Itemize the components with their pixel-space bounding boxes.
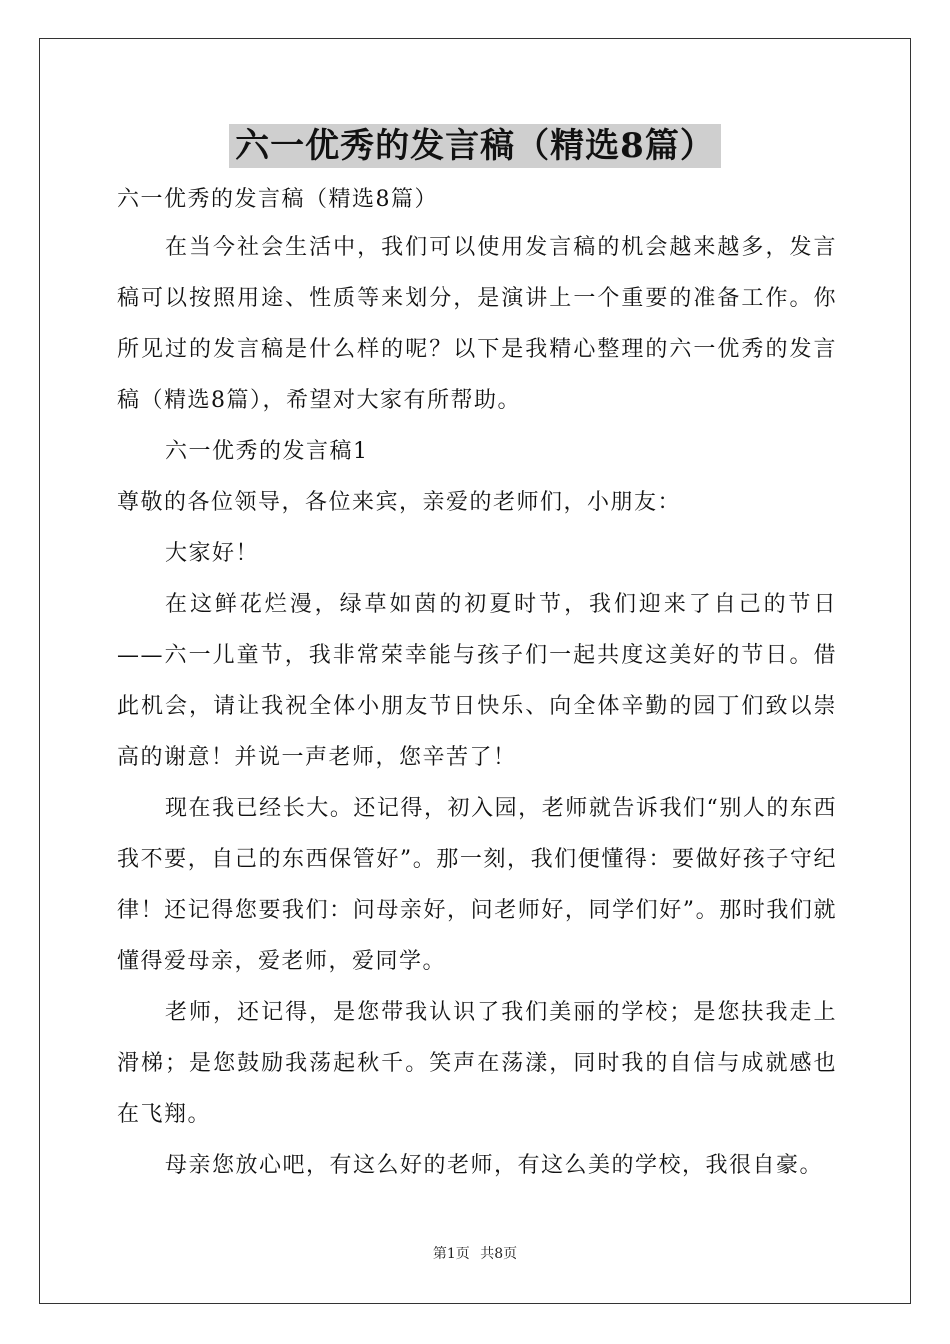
- body-paragraph: 老师，还记得，是您带我认识了我们美丽的学校；是您扶我走上滑梯；是您鼓励我荡起秋千。笑声在荡漾，同时我的自信与成就感也在飞翔。: [117, 1000, 837, 1127]
- document-title: 六一优秀的发言稿（精选8篇）: [229, 124, 721, 168]
- section-heading: 六一优秀的发言稿1: [165, 439, 369, 464]
- page-footer: 第1页 共8页: [432, 1246, 518, 1262]
- body-paragraph: 母亲您放心吧，有这么好的老师，有这么美的学校，我很自豪。: [165, 1153, 824, 1178]
- greeting: 大家好！: [165, 541, 260, 566]
- intro-paragraph: 在当今社会生活中，我们可以使用发言稿的机会越来越多，发言稿可以按照用途、性质等来划分，是演讲上一个重要的准备工作。你所见过的发言稿是什么样的呢？以下是我精心整理的六一优秀的发言稿（精选8篇），希望对大家有所帮助。: [117, 235, 837, 413]
- salutation: 尊敬的各位领导，各位来宾，亲爱的老师们，小朋友：: [117, 490, 682, 515]
- body-paragraph: 现在我已经长大。还记得，初入园，老师就告诉我们“别人的东西我不要，自己的东西保管好”。那一刻，我们便懂得：要做好孩子守纪律！还记得您要我们：问母亲好，问老师好，同学们好”。那时我们就懂得爱母亲，爱老师，爱同学。: [117, 796, 837, 974]
- title-wrapper: [0, 124, 950, 168]
- document-subtitle: 六一优秀的发言稿（精选8篇）: [117, 187, 438, 212]
- body-paragraph: 在这鲜花烂漫，绿草如茵的初夏时节，我们迎来了自己的节日——六一儿童节，我非常荣幸能与孩子们一起共度这美好的节日。借此机会，请让我祝全体小朋友节日快乐、向全体辛勤的园丁们致以崇高的谢意！并说一声老师，您辛苦了！: [117, 592, 837, 770]
- document-body: [117, 178, 837, 1191]
